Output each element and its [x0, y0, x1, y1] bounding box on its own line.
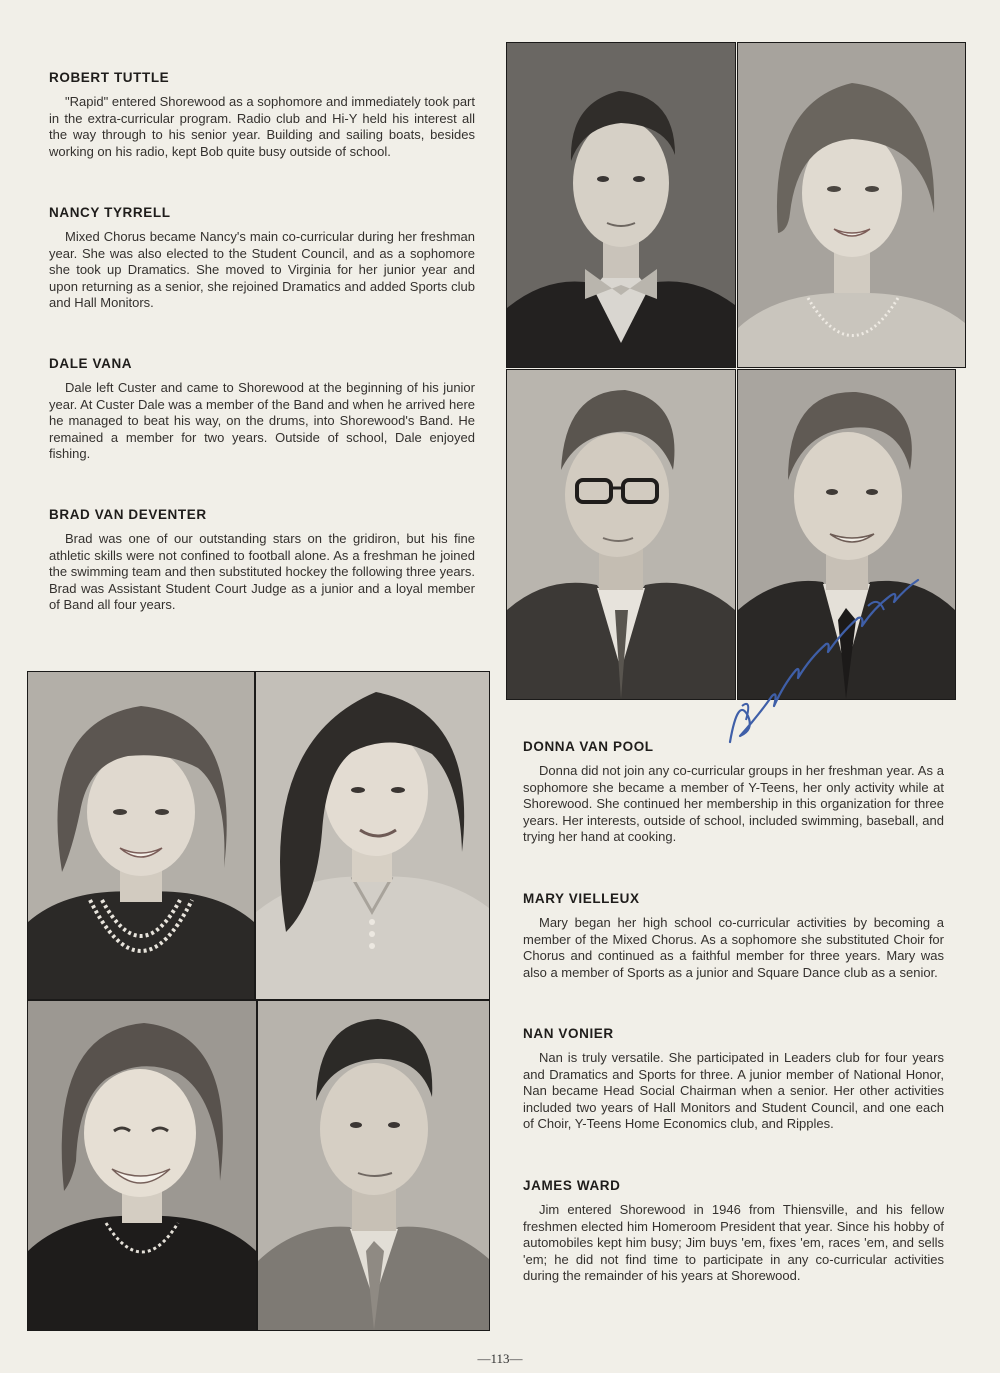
bio-name: MARY VIELLEUX: [523, 891, 640, 906]
bio-robert-tuttle: [49, 70, 475, 160]
portrait-robert-tuttle: [506, 42, 736, 368]
bio-name: DALE VANA: [49, 356, 133, 371]
portrait-nan-vonier: [27, 1000, 257, 1331]
portrait-brad-van-deventer: [737, 369, 956, 700]
bio-text: Mixed Chorus became Nancy's main co-curricular during her freshman year. She was also elected to the Student Council, and as a sophomore she took up Dramatics. She moved to Virginia for her junior year and upon returning as a senior, she rejoined Dramatics and added Sports club and Hall Monitors.: [49, 229, 475, 310]
bio-name: DONNA VAN POOL: [523, 739, 654, 754]
bio-text: Jim entered Shorewood in 1946 from Thiensville, and his fellow freshmen elected him Homeroom President that year. Since his hobby of automobiles kept him busy; Jim buys 'em, fixes 'em, races 'em, and sells 'em; he did not find time to participate in any co-curricular activities during the remainder of his years at Shorewood.: [523, 1202, 944, 1283]
bio-nan-vonier: [523, 1026, 944, 1133]
bio-dale-vana: [49, 356, 475, 463]
portrait-donna-van-pool: [27, 671, 255, 1000]
bio-text: Donna did not join any co-curricular groups in her freshman year. As a sophomore she became a member of Y-Teens, her only activity while at Shorewood. She continued her membership in this organization for three years. Her interests, outside of school, included swimming, baseball, and trying her hand at cooking.: [523, 763, 944, 844]
page-number: —113—: [477, 1351, 523, 1366]
portrait-james-ward: [257, 1000, 490, 1331]
bio-text: Nan is truly versatile. She participated in Leaders club for four years and Dramatics and Sports for three. A junior member of National Honor, Nan became Head Social Chairman when a senior. Her other activities included two years of Hall Monitors and Student Council, and one each of Choir, Y-Teens Home Economics club, and Ripples.: [523, 1050, 944, 1131]
bio-nancy-tyrrell: [49, 205, 475, 312]
portrait-mary-vielleux: [255, 671, 490, 1000]
bio-name: ROBERT TUTTLE: [49, 70, 170, 85]
bio-name: NANCY TYRRELL: [49, 205, 171, 220]
bio-brad-van-deventer: [49, 507, 475, 614]
portrait-dale-vana: [506, 369, 736, 700]
bio-name: JAMES WARD: [523, 1178, 621, 1193]
portrait-nancy-tyrrell: [737, 42, 966, 368]
bio-text: "Rapid" entered Shorewood as a sophomore and immediately took part in the extra-curricular program. Radio club and Hi-Y held his interest all the way through to his senior year. Building and sailing boats, besides working on his radio, kept Bob quite busy outside of school.: [49, 94, 475, 159]
bio-text: Dale left Custer and came to Shorewood at the beginning of his junior year. At Custer Dale was a member of the Band and when he arrived here he managed to beat his way, on the drums, into Shorewood's Band. He remained a member for two years. Outside of school, Dale enjoyed fishing.: [49, 380, 475, 461]
bio-text: Brad was one of our outstanding stars on the gridiron, but his fine athletic skills were not confined to football alone. As a freshman he joined the swimming team and then substituted hockey the following three years. Brad was Assistant Student Court Judge as a junior and a loyal member of Band all four years.: [49, 531, 475, 612]
bio-james-ward: [523, 1178, 944, 1285]
bio-text: Mary began her high school co-curricular activities by becoming a member of the Mixed Chorus. As a sophomore she substituted Choir for Chorus and continued as a faithful member for three years. Mary was also a member of Sports as a junior and Square Dance club as a senior.: [523, 915, 944, 980]
bio-donna-van-pool: [523, 739, 944, 846]
bio-name: NAN VONIER: [523, 1026, 614, 1041]
bio-mary-vielleux: [523, 891, 944, 981]
bio-name: BRAD VAN DEVENTER: [49, 507, 207, 522]
